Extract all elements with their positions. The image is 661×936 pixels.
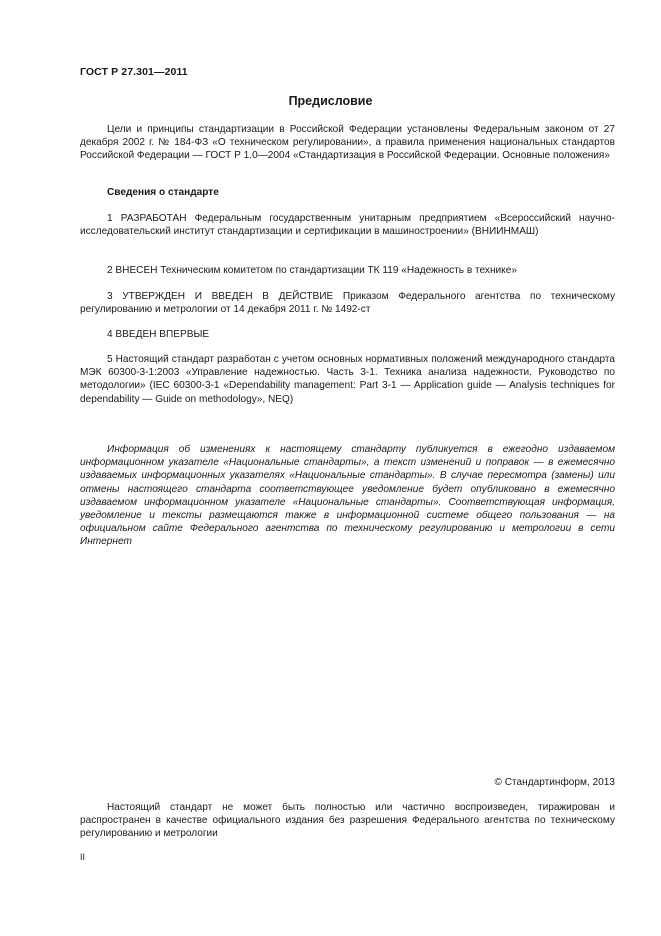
- copyright-line: © Стандартинформ, 2013: [494, 777, 615, 788]
- rights-notice: Настоящий стандарт не может быть полностью или частично воспроизведен, тиражирован и распространен в качестве официального издания без разрешения Федерального агентства по техническому регулированию и метрологии: [80, 802, 615, 840]
- page-title: Предисловие: [288, 94, 373, 108]
- info-item-4: 4 ВВЕДЕН ВПЕРВЫЕ: [107, 329, 210, 340]
- info-item-5: 5 Настоящий стандарт разработан с учетом основных нормативных положений международного стандарта МЭК 60300-3-1:2003 «Управление надежностью. Часть 3-1. Техника анализа надежности. Руководство по методологии» (IEC 60300-3-1 «Dependability management: Part 3-1 — Application guide — Analysis techniques for dependability — Guide on methodology», NEQ): [80, 354, 615, 405]
- info-item-3: 3 УТВЕРЖДЕН И ВВЕДЕН В ДЕЙСТВИЕ Приказом Федерального агентства по техническому регулированию и метрологии от 14 декабря 2011 г. № 1492-ст: [80, 291, 615, 316]
- document-id-header: ГОСТ Р 27.301—2011: [80, 66, 188, 78]
- intro-paragraph: Цели и принципы стандартизации в Российской Федерации установлены Федеральным законом от 27 декабря 2002 г. № 184-ФЗ «О техническом регулировании», а правила применения национальных стандартов Российской Федерации — ГОСТ Р 1.0—2004 «Стандартизация в Российской Федерации. Основные положения»: [80, 124, 615, 162]
- changes-notice: Информация об изменениях к настоящему стандарту публикуется в ежегодно издаваемом информационном указателе «Национальные стандарты», а текст изменений и поправок — в ежемесячно издаваемых информационных указателях «Национальные стандарты». В случае пересмотра (замены) или отмены настоящего стандарта соответствующее уведомление будет опубликовано в ежемесячно издаваемом информационном указателе «Национальные стандарты». Соответствующая информация, уведомление и тексты размещаются также в информационной системе общего пользования — на официальном сайте Федерального агентства по техническому регулированию и метрологии в сети Интернет: [80, 444, 615, 548]
- info-item-1: 1 РАЗРАБОТАН Федеральным государственным унитарным предприятием «Всероссийский научно-исследовательский институт стандартизации и сертификации в машиностроении» (ВНИИНМАШ): [80, 213, 615, 238]
- info-heading: Сведения о стандарте: [107, 187, 219, 198]
- page-number: II: [80, 852, 86, 862]
- info-item-2: 2 ВНЕСЕН Техническим комитетом по стандартизации ТК 119 «Надежность в технике»: [107, 265, 517, 276]
